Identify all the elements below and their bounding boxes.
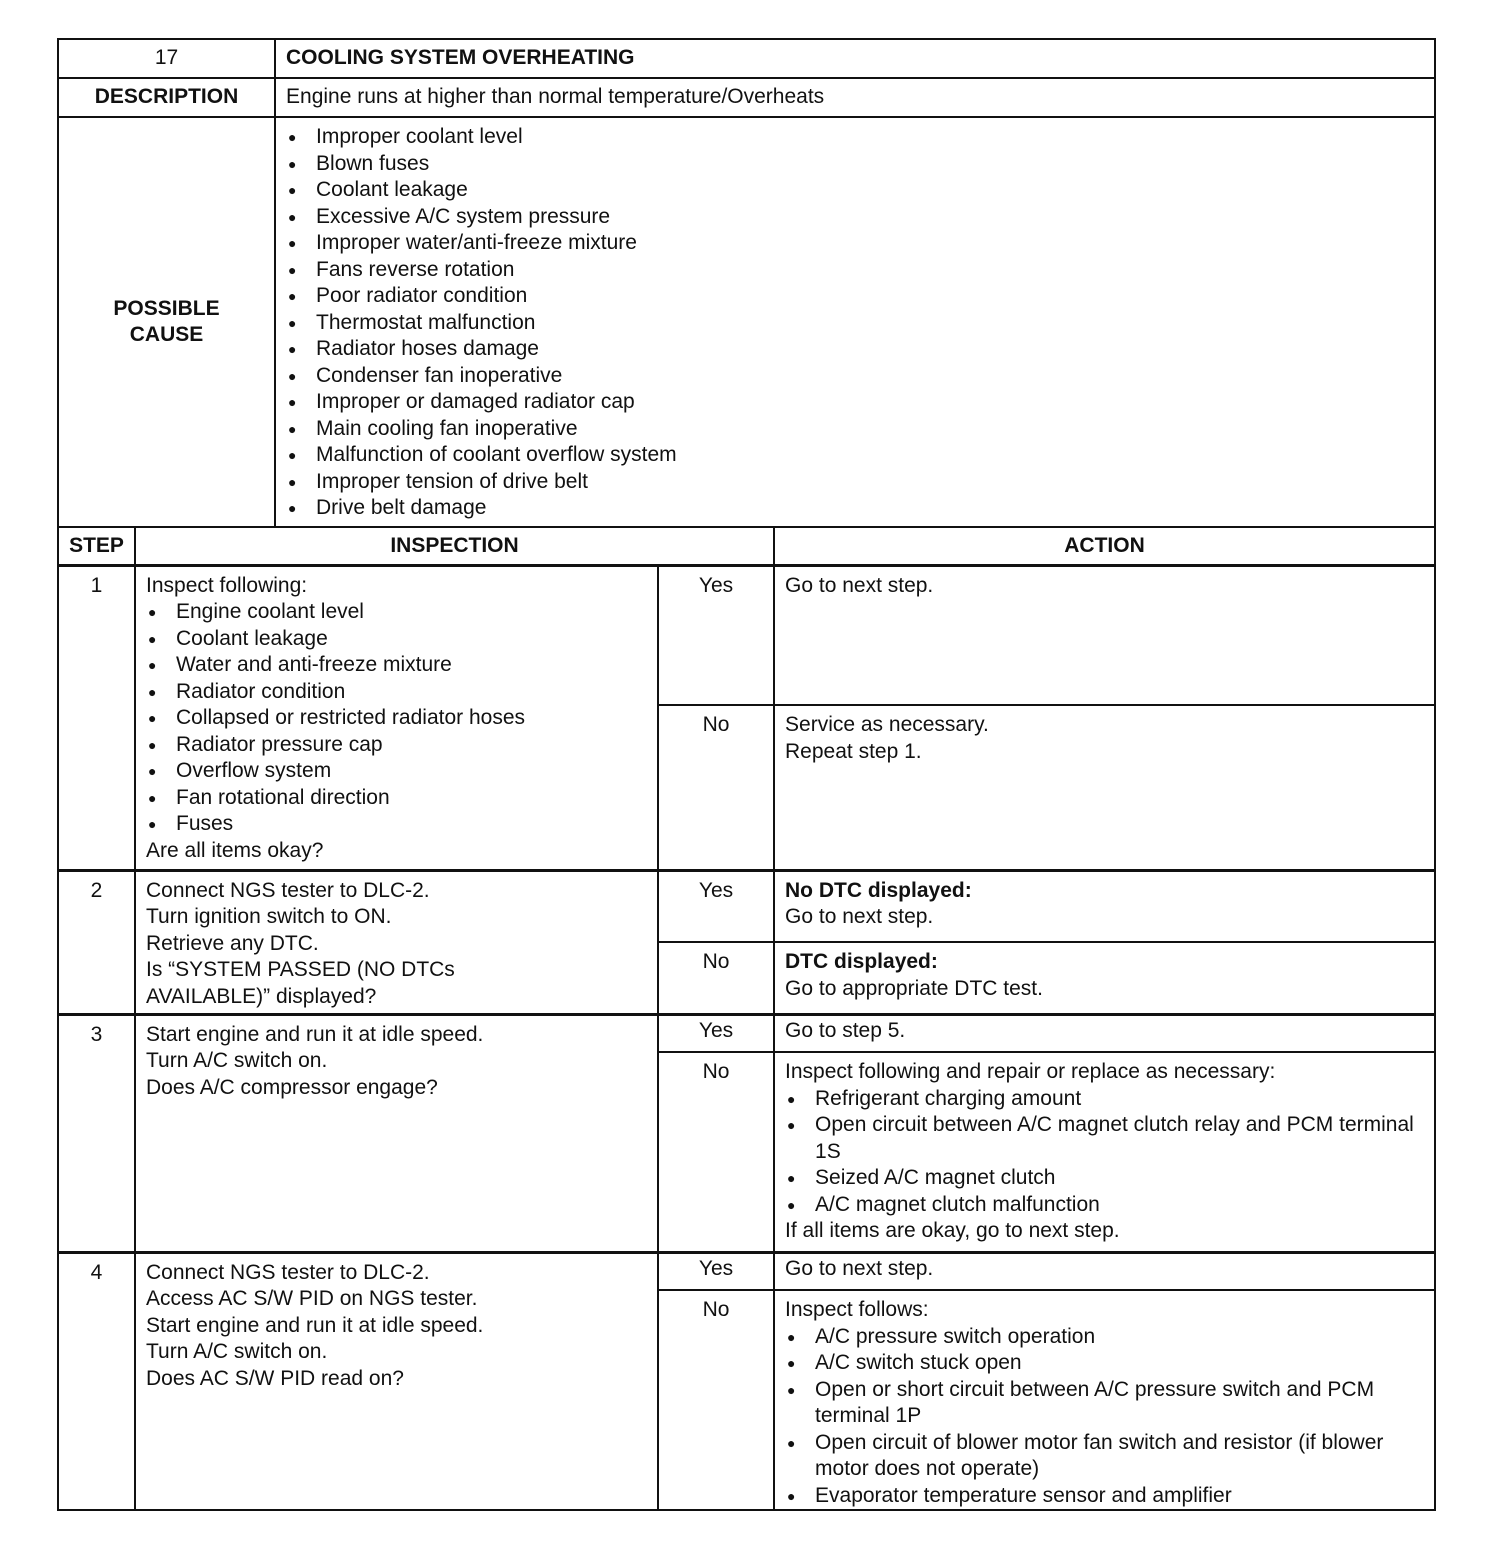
inspection-line: AVAILABLE)” displayed?: [146, 984, 377, 1008]
action-item: ● A/C magnet clutch malfunction: [785, 1192, 1424, 1219]
action-item: ● A/C pressure switch operation: [785, 1324, 1424, 1351]
cause-item: ● Main cooling fan inoperative: [286, 416, 1424, 443]
inspection-column-header: INSPECTION: [135, 527, 774, 565]
cause-item: ● Improper tension of drive belt: [286, 469, 1424, 496]
description-label: DESCRIPTION: [58, 78, 275, 117]
cause-item: ● Improper coolant level: [286, 124, 1424, 151]
inspection-line: Does A/C compressor engage?: [146, 1075, 438, 1099]
inspection-item: ● Engine coolant level: [146, 599, 647, 626]
description-text: Engine runs at higher than normal temperature/Overheats: [275, 78, 1435, 117]
yes-label: Yes: [658, 1014, 774, 1052]
inspection-line: Does AC S/W PID read on?: [146, 1366, 404, 1390]
inspection-line: Turn A/C switch on.: [146, 1049, 328, 1072]
step-inspection: [135, 565, 658, 870]
yes-action: [774, 870, 1435, 942]
inspection-line: Turn ignition switch to ON.: [146, 905, 392, 928]
inspection-line: Access AC S/W PID on NGS tester.: [146, 1287, 478, 1310]
cause-item: ● Blown fuses: [286, 151, 1424, 178]
action-line: Repeat step 1.: [785, 739, 922, 763]
action-line: Inspect follows:: [785, 1298, 929, 1321]
possible-cause-label-line1: POSSIBLE: [113, 296, 220, 320]
step-1-yes-row: [58, 565, 1435, 705]
action-line: Go to next step.: [785, 905, 934, 928]
possible-cause-list-cell: [275, 117, 1435, 527]
yes-action: Go to step 5.: [774, 1014, 1435, 1052]
troubleshooting-table: [57, 38, 1436, 1511]
action-item: ● Open or short circuit between A/C pressure switch and PCM terminal 1P: [785, 1377, 1424, 1430]
step-inspection: [135, 1014, 658, 1252]
no-action: [774, 1052, 1435, 1252]
troubleshooting-title: COOLING SYSTEM OVERHEATING: [275, 39, 1435, 78]
action-item: ● Evaporator temperature sensor and amplifier: [785, 1483, 1424, 1510]
inspection-item: ● Radiator condition: [146, 679, 647, 706]
step-number: 2: [58, 870, 135, 1014]
inspection-line: Retrieve any DTC.: [146, 931, 319, 955]
no-label: No: [658, 942, 774, 1014]
step-4-yes-row: [58, 1252, 1435, 1290]
inspection-line: Start engine and run it at idle speed.: [146, 1022, 484, 1046]
action-item: ● Refrigerant charging amount: [785, 1086, 1424, 1113]
action-heading: No DTC displayed:: [785, 878, 972, 902]
action-list: [785, 1324, 1424, 1510]
inspection-line: Start engine and run it at idle speed.: [146, 1313, 484, 1337]
inspection-line: Connect NGS tester to DLC-2.: [146, 1260, 430, 1284]
inspection-question: Are all items okay?: [146, 838, 324, 862]
action-item: ● Seized A/C magnet clutch: [785, 1165, 1424, 1192]
no-label: No: [658, 1052, 774, 1252]
yes-label: Yes: [658, 565, 774, 705]
yes-action: Go to next step.: [774, 565, 1435, 705]
cause-item: ● Improper water/anti-freeze mixture: [286, 230, 1424, 257]
cause-item: ● Fans reverse rotation: [286, 257, 1424, 284]
action-line: If all items are okay, go to next step.: [785, 1219, 1120, 1242]
possible-cause-row: [58, 117, 1435, 527]
inspection-line: Turn A/C switch on.: [146, 1340, 328, 1363]
step-2-yes-row: [58, 870, 1435, 942]
title-row: [58, 39, 1435, 78]
action-line: Go to appropriate DTC test.: [785, 976, 1043, 1000]
action-item: ● Open circuit between A/C magnet clutch relay and PCM terminal 1S: [785, 1112, 1424, 1165]
step-inspection: [135, 870, 658, 1014]
inspection-item: ● Fuses: [146, 811, 647, 838]
step-inspection: [135, 1252, 658, 1510]
cause-item: ● Malfunction of coolant overflow system: [286, 442, 1424, 469]
action-heading: DTC displayed:: [785, 950, 938, 973]
troubleshooting-number: 17: [58, 39, 275, 78]
step-column-header: STEP: [58, 527, 135, 565]
inspection-line: Is “SYSTEM PASSED (NO DTCs: [146, 958, 455, 981]
cause-item: ● Excessive A/C system pressure: [286, 204, 1424, 231]
yes-label: Yes: [658, 1252, 774, 1290]
step-number: 1: [58, 565, 135, 870]
action-line: Service as necessary.: [785, 713, 989, 736]
no-action: [774, 942, 1435, 1014]
inspection-line: Inspect following:: [146, 573, 308, 597]
no-action: [774, 1290, 1435, 1510]
step-3-yes-row: [58, 1014, 1435, 1052]
inspection-item: ● Collapsed or restricted radiator hoses: [146, 705, 647, 732]
cause-item: ● Condenser fan inoperative: [286, 363, 1424, 390]
inspection-line: Connect NGS tester to DLC-2.: [146, 878, 430, 902]
action-line: Inspect following and repair or replace as necessary:: [785, 1060, 1276, 1083]
yes-label: Yes: [658, 870, 774, 942]
yes-action: Go to next step.: [774, 1252, 1435, 1290]
possible-cause-label: [58, 117, 275, 527]
possible-cause-list: [286, 124, 1424, 522]
no-action: [774, 705, 1435, 870]
step-number: 4: [58, 1252, 135, 1510]
inspection-item: ● Coolant leakage: [146, 626, 647, 653]
inspection-list: [146, 599, 647, 838]
cause-item: ● Coolant leakage: [286, 177, 1424, 204]
cause-item: ● Thermostat malfunction: [286, 310, 1424, 337]
action-item: ● Open circuit of blower motor fan switch and resistor (if blower motor does not operate): [785, 1430, 1424, 1483]
cause-item: ● Poor radiator condition: [286, 283, 1424, 310]
action-list: [785, 1086, 1424, 1219]
inspection-item: ● Fan rotational direction: [146, 785, 647, 812]
cause-item: ● Radiator hoses damage: [286, 336, 1424, 363]
cause-item: ● Drive belt damage: [286, 495, 1424, 522]
column-header-row: [58, 527, 1435, 565]
description-row: [58, 78, 1435, 117]
inspection-item: ● Radiator pressure cap: [146, 732, 647, 759]
step-number: 3: [58, 1014, 135, 1252]
possible-cause-label-line2: CAUSE: [129, 323, 204, 346]
cause-item: ● Improper or damaged radiator cap: [286, 389, 1424, 416]
inspection-item: ● Water and anti-freeze mixture: [146, 652, 647, 679]
action-column-header: ACTION: [774, 527, 1435, 565]
inspection-item: ● Overflow system: [146, 758, 647, 785]
no-label: No: [658, 705, 774, 870]
action-item: ● A/C switch stuck open: [785, 1350, 1424, 1377]
no-label: No: [658, 1290, 774, 1510]
